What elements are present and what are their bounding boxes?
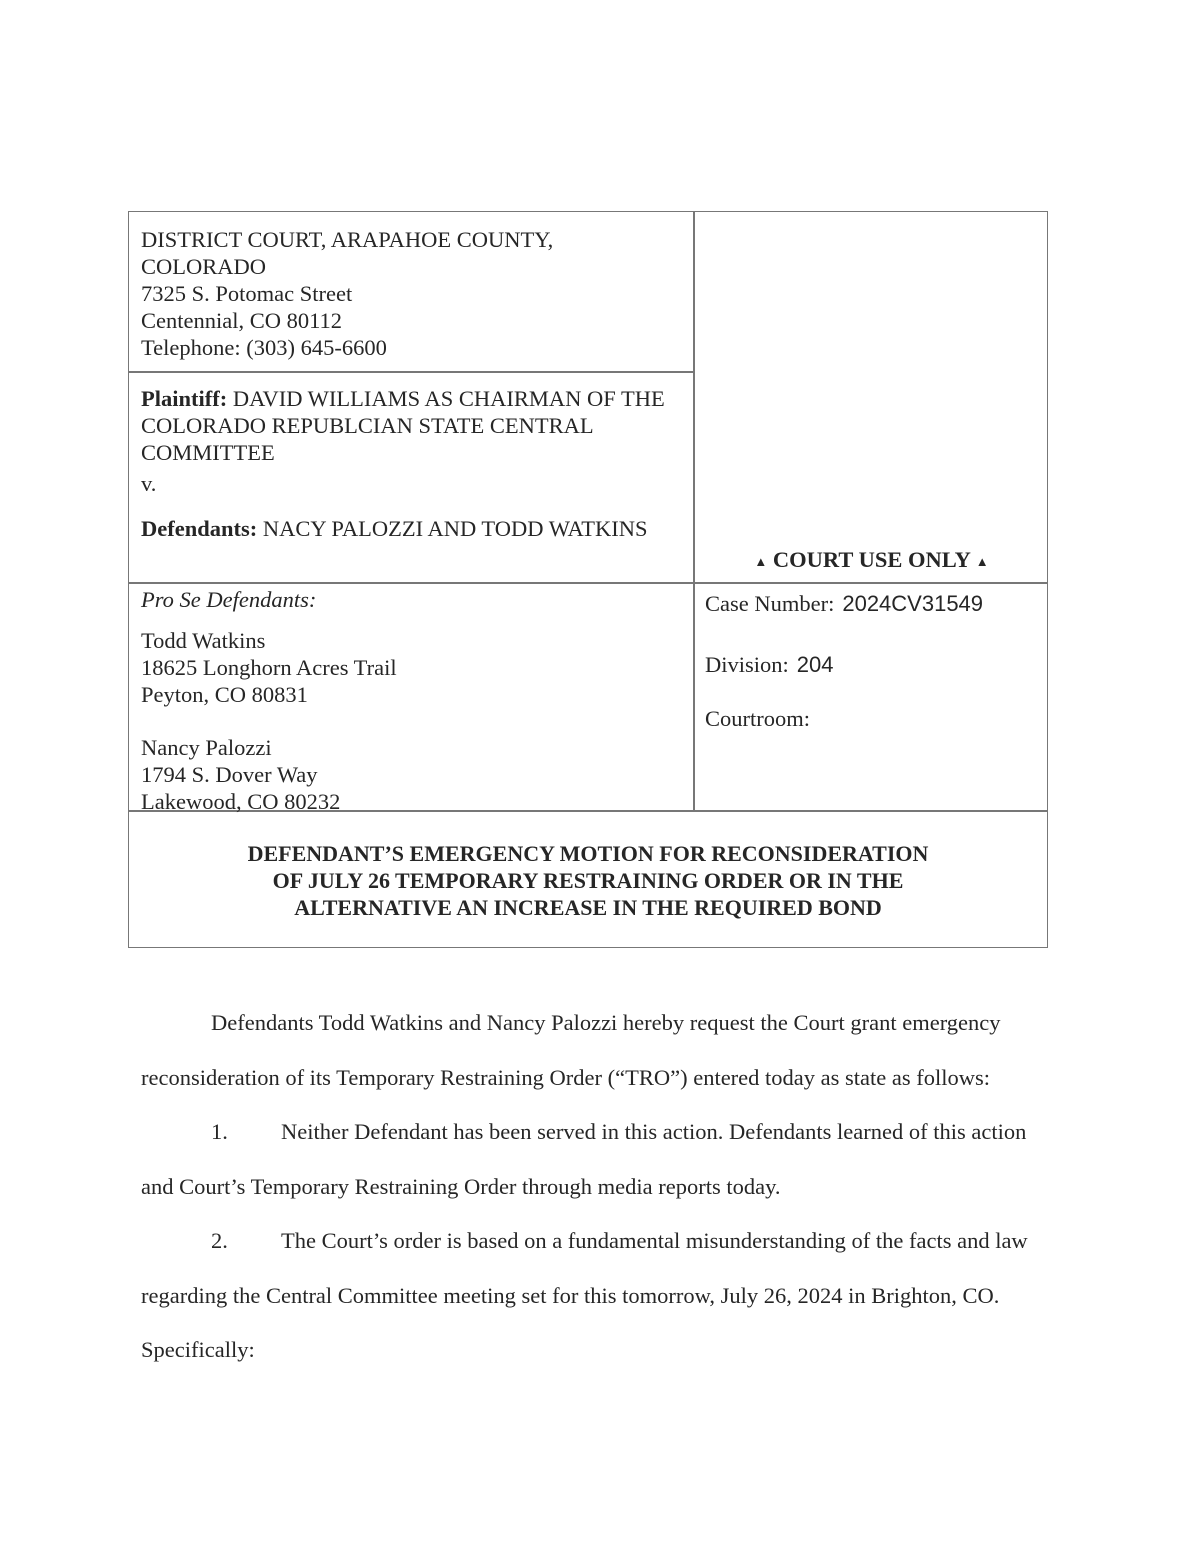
paragraph-text: The Court’s order is based on a fundamental misunderstanding of the facts and law regarding the Central Committee meeting set for this tomorrow, July 26, 2024 in Brighton, CO. Specifically: bbox=[141, 1228, 1028, 1362]
court-line: Telephone: (303) 645-6600 bbox=[141, 335, 387, 360]
court-use-label: COURT USE ONLY bbox=[772, 547, 971, 572]
plaintiff bbox=[141, 385, 686, 466]
address-line: 18625 Longhorn Acres Trail bbox=[141, 655, 397, 680]
address-line: 1794 S. Dover Way bbox=[141, 762, 318, 787]
caption-vertical-divider bbox=[693, 212, 695, 810]
parties-block bbox=[141, 385, 686, 542]
title-line: OF JULY 26 TEMPORARY RESTRAINING ORDER OR IN THE bbox=[272, 868, 904, 893]
versus: v. bbox=[141, 471, 157, 496]
defendants-label: Defendants: bbox=[141, 516, 258, 541]
defendants bbox=[141, 515, 686, 542]
case-number-value: 2024CV31549 bbox=[842, 591, 984, 616]
caption-table bbox=[128, 211, 1048, 948]
address-line: Todd Watkins bbox=[141, 628, 266, 653]
pro-se-label: Pro Se Defendants: bbox=[141, 587, 317, 612]
paragraph-number: 2. bbox=[211, 1228, 228, 1253]
title-line: DEFENDANT’S EMERGENCY MOTION FOR RECONSIDERATION bbox=[247, 841, 929, 866]
up-triangle-icon: ▲ bbox=[754, 553, 768, 569]
paragraph-text: Neither Defendant has been served in this action. Defendants learned of this action and Court’s Temporary Restraining Order through media reports today. bbox=[141, 1119, 1027, 1199]
division-label: Division: bbox=[705, 652, 789, 677]
defendant-address bbox=[141, 627, 686, 708]
case-info-block bbox=[705, 590, 1045, 732]
pro-se-defendants-block bbox=[141, 586, 686, 815]
case-number bbox=[705, 590, 1045, 617]
address-line: Nancy Palozzi bbox=[141, 735, 272, 760]
plaintiff-name: DAVID WILLIAMS AS CHAIRMAN OF THE COLORADO REPUBLCIAN STATE CENTRAL COMMITTEE bbox=[141, 386, 665, 465]
division-value: 204 bbox=[796, 652, 834, 677]
caption-divider-parties bbox=[129, 582, 1047, 584]
numbered-paragraph bbox=[141, 1214, 1046, 1378]
motion-body bbox=[141, 996, 1046, 1378]
court-line: COLORADO bbox=[141, 254, 267, 279]
up-triangle-icon: ▲ bbox=[975, 553, 989, 569]
case-number-label: Case Number: bbox=[705, 591, 835, 616]
defendant-address bbox=[141, 734, 686, 815]
court-line: 7325 S. Potomac Street bbox=[141, 281, 353, 306]
division bbox=[705, 651, 1045, 678]
numbered-paragraph bbox=[141, 1105, 1046, 1214]
address-line: Peyton, CO 80831 bbox=[141, 682, 308, 707]
intro-paragraph: Defendants Todd Watkins and Nancy Palozzi hereby request the Court grant emergency reconsideration of its Temporary Restraining Order (“TRO”) entered today as state as follows: bbox=[141, 1010, 1001, 1090]
defendants-names: NACY PALOZZI AND TODD WATKINS bbox=[262, 516, 648, 541]
court-address-block bbox=[141, 226, 686, 361]
address-line: Lakewood, CO 80232 bbox=[141, 789, 341, 814]
paragraph-number: 1. bbox=[211, 1119, 228, 1144]
caption-divider-court bbox=[129, 371, 693, 373]
court-line: DISTRICT COURT, ARAPAHOE COUNTY, bbox=[141, 227, 554, 252]
courtroom bbox=[705, 705, 1045, 732]
court-use-only bbox=[694, 547, 1049, 573]
courtroom-label: Courtroom: bbox=[705, 706, 810, 731]
motion-title bbox=[129, 840, 1047, 921]
title-line: ALTERNATIVE AN INCREASE IN THE REQUIRED BOND bbox=[294, 895, 882, 920]
plaintiff-label: Plaintiff: bbox=[141, 386, 228, 411]
court-line: Centennial, CO 80112 bbox=[141, 308, 343, 333]
